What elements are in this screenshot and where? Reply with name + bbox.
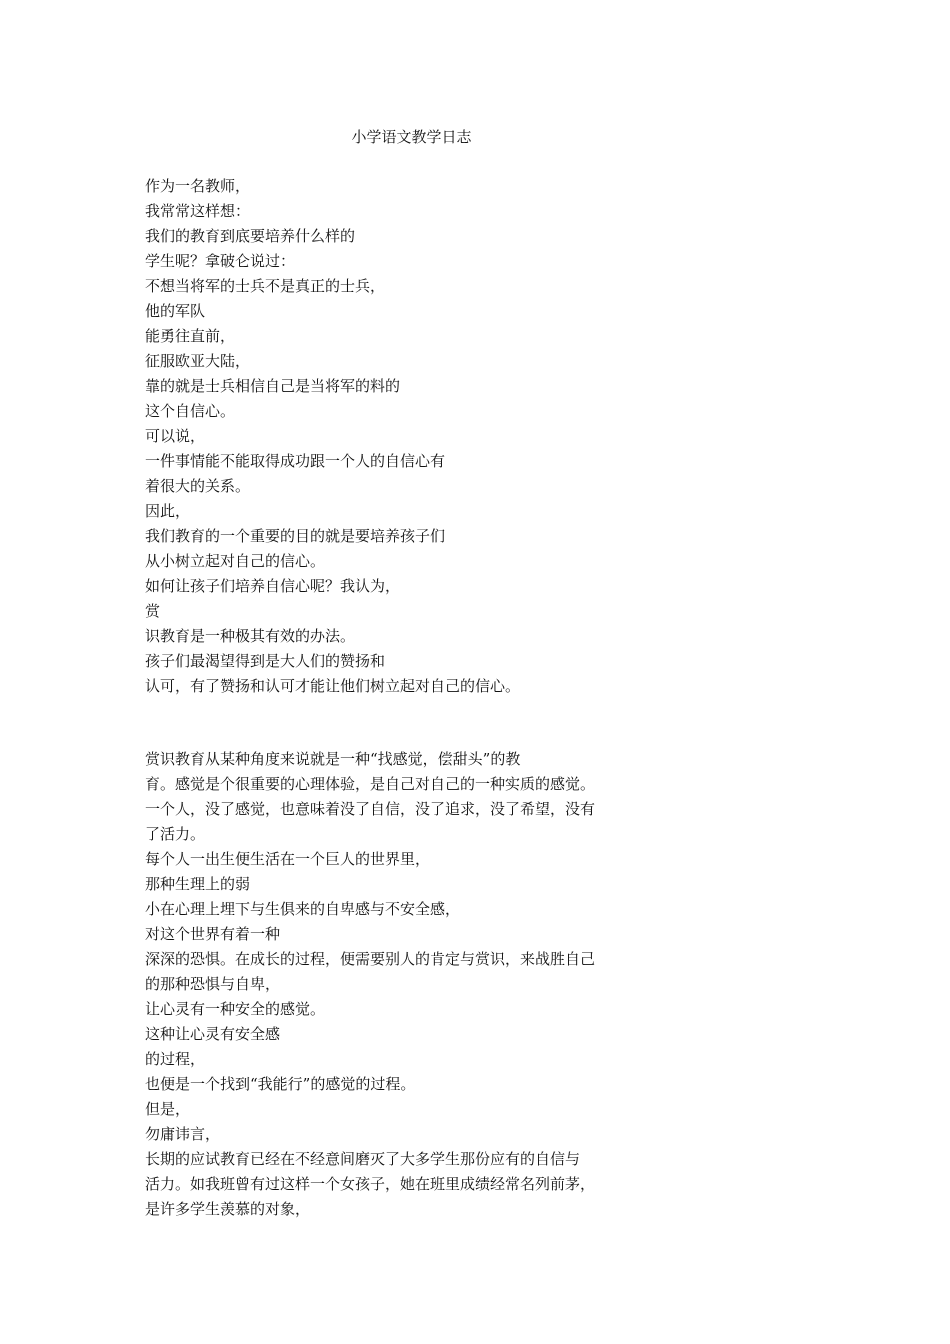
text-line: 学生呢？拿破仑说过： bbox=[145, 252, 296, 270]
text-line: 征服欧亚大陆， bbox=[145, 352, 251, 370]
text-line: 如何让孩子们培养自信心呢？我认为， bbox=[145, 577, 401, 595]
text-line: 靠的就是士兵相信自己是当将军的料的 bbox=[145, 377, 401, 395]
text-line: 这个自信心。 bbox=[145, 402, 236, 420]
text-line: 那种生理上的弱 bbox=[145, 875, 251, 893]
text-line: 孩子们最渴望得到是大人们的赞扬和 bbox=[145, 652, 386, 670]
text-line: 赏 bbox=[145, 602, 161, 620]
text-line: 育。感觉是个很重要的心理体验，是自己对自己的一种实质的感觉。 bbox=[145, 775, 596, 793]
text-line: 深深的恐惧。在成长的过程，便需要别人的肯定与赏识，来战胜自己 bbox=[145, 950, 596, 968]
paragraph bbox=[145, 747, 595, 1222]
text-line: 着很大的关系。 bbox=[145, 477, 251, 495]
document-title: 小学语文教学日志 bbox=[351, 128, 472, 146]
text-line: 活力。如我班曾有过这样一个女孩子，她在班里成绩经常名列前茅， bbox=[145, 1175, 596, 1193]
text-line: 小在心理上埋下与生俱来的自卑感与不安全感， bbox=[145, 900, 461, 918]
text-line: 让心灵有一种安全的感觉。 bbox=[145, 1000, 326, 1018]
text-line: 但是， bbox=[145, 1100, 191, 1118]
text-line: 从小树立起对自己的信心。 bbox=[145, 552, 326, 570]
text-line: 认可，有了赞扬和认可才能让他们树立起对自己的信心。 bbox=[145, 677, 521, 695]
text-line: 长期的应试教育已经在不经意间磨灭了大多学生那份应有的自信与 bbox=[145, 1150, 581, 1168]
text-line: 一个人，没了感觉，也意味着没了自信，没了追求，没了希望，没有 bbox=[145, 800, 596, 818]
text-line: 他的军队 bbox=[145, 302, 206, 320]
text-line: 不想当将军的士兵不是真正的士兵， bbox=[145, 277, 386, 295]
text-line: 勿庸讳言， bbox=[145, 1125, 221, 1143]
text-line: 也便是一个找到“我能行”的感觉的过程。 bbox=[145, 1075, 416, 1093]
text-line: 我们的教育到底要培养什么样的 bbox=[145, 227, 356, 245]
text-line: 这种让心灵有安全感 bbox=[145, 1025, 281, 1043]
text-line: 的过程， bbox=[145, 1050, 206, 1068]
text-line: 一件事情能不能取得成功跟一个人的自信心有 bbox=[145, 452, 446, 470]
text-line: 能勇往直前， bbox=[145, 327, 236, 345]
text-line: 识教育是一种极其有效的办法。 bbox=[145, 627, 356, 645]
text-line: 赏识教育从某种角度来说就是一种“找感觉，偿甜头”的教 bbox=[145, 750, 521, 768]
text-line: 我常常这样想： bbox=[145, 202, 251, 220]
paragraph bbox=[145, 174, 520, 699]
text-line: 的那种恐惧与自卑， bbox=[145, 975, 281, 993]
text-line: 了活力。 bbox=[145, 825, 206, 843]
text-line: 作为一名教师， bbox=[145, 177, 251, 195]
text-line: 因此， bbox=[145, 502, 191, 520]
text-line: 我们教育的一个重要的目的就是要培养孩子们 bbox=[145, 527, 446, 545]
text-line: 可以说， bbox=[145, 427, 206, 445]
text-line: 对这个世界有着一种 bbox=[145, 925, 281, 943]
text-line: 是许多学生羡慕的对象， bbox=[145, 1200, 311, 1218]
text-line: 每个人一出生便生活在一个巨人的世界里， bbox=[145, 850, 431, 868]
